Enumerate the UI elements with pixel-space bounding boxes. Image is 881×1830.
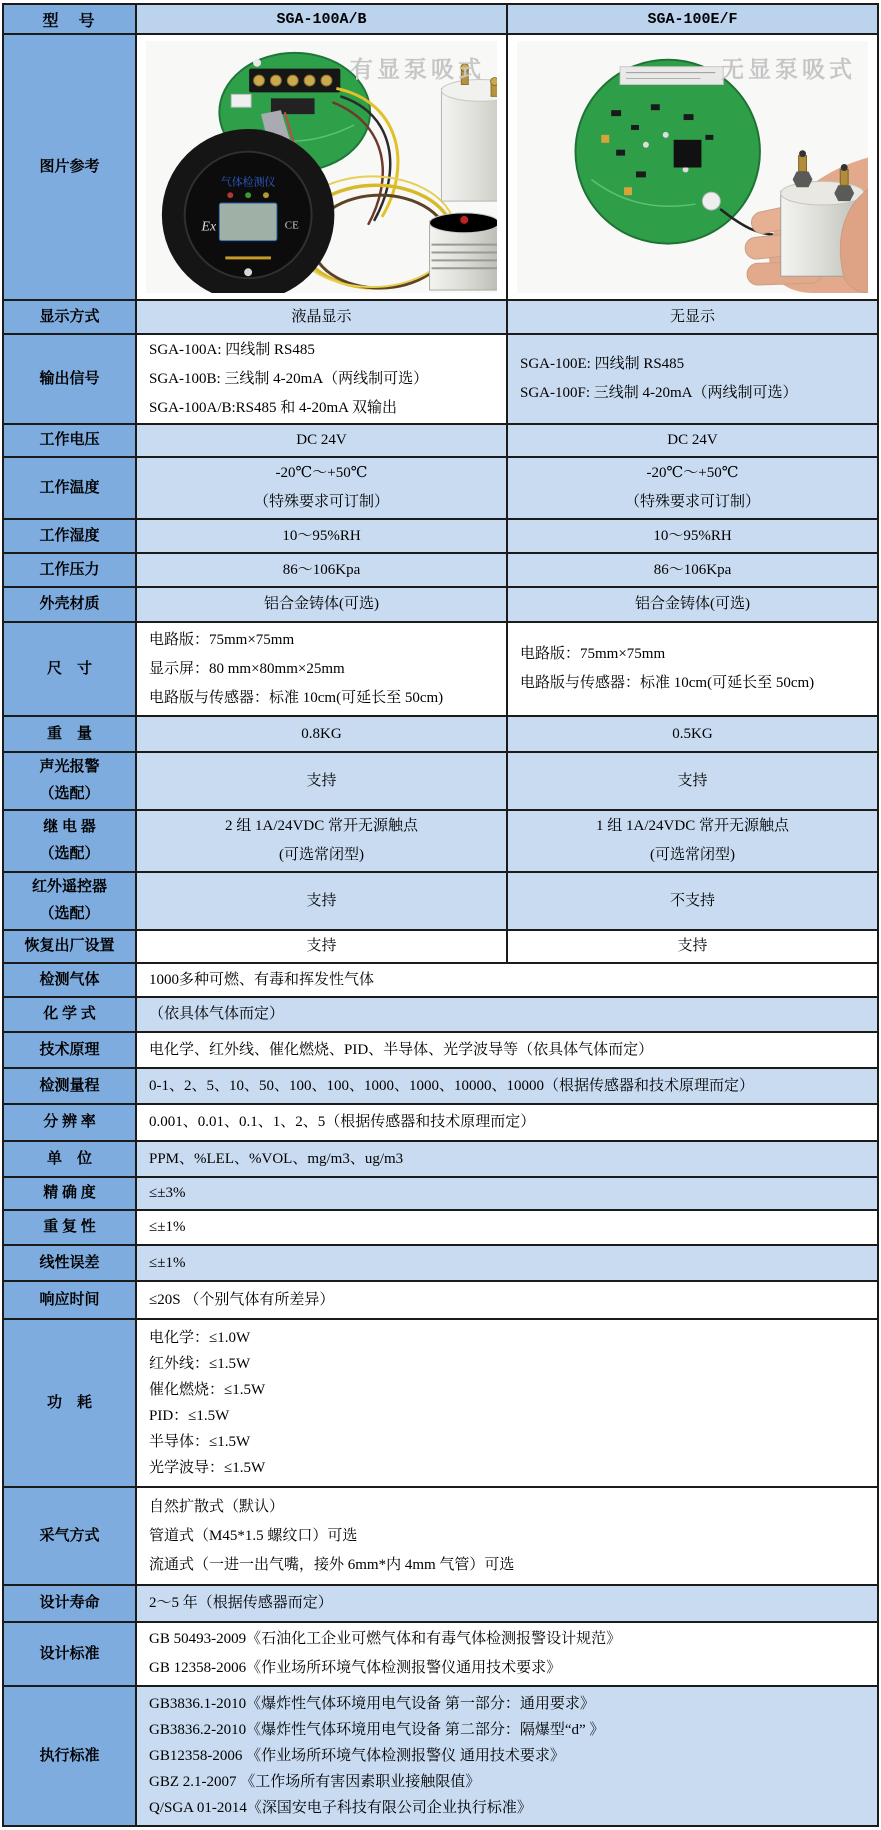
cell-ir-remote-ab: 支持	[136, 872, 507, 930]
pcb-board-icon	[576, 60, 760, 244]
row-label-weight: 重 量	[3, 716, 136, 752]
photo-ab-overlay-text: 有显泵吸式	[350, 57, 485, 82]
row-relay	[3, 810, 878, 872]
row-label-ir-remote: 红外遥控器 （选配）	[3, 872, 136, 930]
cell-shell-material-ab: 铝合金铸体(可选)	[136, 587, 507, 622]
row-label-power-consumption: 功 耗	[3, 1319, 136, 1487]
row-working-temperature	[3, 457, 878, 519]
row-ir-remote	[3, 872, 878, 930]
row-working-humidity	[3, 519, 878, 553]
row-output-signal	[3, 334, 878, 424]
row-display-mode	[3, 300, 878, 334]
header-model-a: SGA-100A/B	[136, 4, 507, 34]
row-design-standard	[3, 1622, 878, 1686]
row-shell-material	[3, 587, 878, 622]
row-execution-standard	[3, 1686, 878, 1826]
cell-working-temperature-ef: -20℃～+50℃ （特殊要求可订制）	[507, 457, 878, 519]
spec-table	[2, 3, 877, 1827]
row-resolution	[3, 1104, 878, 1141]
row-power-consumption	[3, 1319, 878, 1487]
cell-output-signal-ef: SGA-100E: 四线制 RS485 SGA-100F: 三线制 4-20mA（两线制可选）	[507, 334, 878, 424]
cell-weight-ab: 0.8KG	[136, 716, 507, 752]
row-working-voltage	[3, 424, 878, 457]
row-working-pressure	[3, 553, 878, 587]
photo-ef	[517, 41, 868, 293]
row-dimensions	[3, 622, 878, 716]
cell-sampling-method: 自然扩散式（默认） 管道式（M45*1.5 螺纹口）可选 流通式（一进一出气嘴，接外 6mm*内 4mm 气管）可选	[136, 1487, 878, 1585]
row-label-display-mode: 显示方式	[3, 300, 136, 334]
row-accuracy	[3, 1177, 878, 1210]
row-detection-range	[3, 1068, 878, 1104]
row-chemical-formula	[3, 997, 878, 1032]
row-response-time	[3, 1281, 878, 1319]
row-label-working-voltage: 工作电压	[3, 424, 136, 457]
gas-detector-spec-table	[2, 3, 879, 1827]
row-weight	[3, 716, 878, 752]
cell-factory-reset-ef: 支持	[507, 930, 878, 963]
detector-brand-mark	[225, 256, 271, 259]
cell-detected-gas: 1000多种可燃、有毒和挥发性气体	[136, 963, 878, 997]
row-design-life	[3, 1585, 878, 1622]
cell-working-pressure-ef: 86～106Kpa	[507, 553, 878, 587]
cell-display-mode-ef: 无显示	[507, 300, 878, 334]
row-repeatability	[3, 1210, 878, 1245]
row-label-working-pressure: 工作压力	[3, 553, 136, 587]
cell-working-humidity-ef: 10～95%RH	[507, 519, 878, 553]
cell-repeatability: ≤±1%	[136, 1210, 878, 1245]
pump-cylinder-icon	[441, 64, 497, 201]
cell-output-signal-ab: SGA-100A: 四线制 RS485 SGA-100B: 三线制 4-20mA（两线制可选） SGA-100A/B:RS485 和 4-20mA 双输出	[136, 334, 507, 424]
photo-cell-ab	[136, 34, 507, 300]
row-label-working-temperature: 工作温度	[3, 457, 136, 519]
cell-detection-range: 0-1、2、5、10、50、100、100、1000、1000、10000、10000（根据传感器和技术原理而定）	[136, 1068, 878, 1104]
row-label-unit: 单 位	[3, 1141, 136, 1177]
row-label-detected-gas: 检测气体	[3, 963, 136, 997]
cell-linearity-error: ≤±1%	[136, 1245, 878, 1281]
row-label-tech-principle: 技术原理	[3, 1032, 136, 1068]
row-label-execution-standard: 执行标准	[3, 1686, 136, 1826]
detector-ce-text: CE	[284, 219, 299, 232]
row-label-output-signal: 输出信号	[3, 334, 136, 424]
row-detected-gas	[3, 963, 878, 997]
sensor-cylinder-icon	[430, 213, 497, 290]
cell-working-voltage-ef: DC 24V	[507, 424, 878, 457]
cell-display-mode-ab: 液晶显示	[136, 300, 507, 334]
row-label-repeatability: 重 复 性	[3, 1210, 136, 1245]
cell-accuracy: ≤±3%	[136, 1177, 878, 1210]
row-label-relay: 继 电 器 （选配）	[3, 810, 136, 872]
header-model-b: SGA-100E/F	[507, 4, 878, 34]
photo-ab	[146, 41, 497, 293]
row-label-accuracy: 精 确 度	[3, 1177, 136, 1210]
row-label-response-time: 响应时间	[3, 1281, 136, 1319]
row-label-chemical-formula: 化 学 式	[3, 997, 136, 1032]
row-unit	[3, 1141, 878, 1177]
cell-power-consumption: 电化学：≤1.0W 红外线：≤1.5W 催化燃烧：≤1.5W PID：≤1.5W 半导体：≤1.5W 光学波导：≤1.5W	[136, 1319, 878, 1487]
row-label-sampling-method: 采气方式	[3, 1487, 136, 1585]
cell-dimensions-ef: 电路版：75mm×75mm 电路版与传感器：标准 10cm(可延长至 50cm)	[507, 622, 878, 716]
row-label-design-standard: 设计标准	[3, 1622, 136, 1686]
lcd-detector-icon	[162, 129, 335, 293]
row-label-photo	[3, 34, 136, 300]
cell-sound-light-alarm-ef: 支持	[507, 752, 878, 810]
cell-response-time: ≤20S （个别气体有所差异）	[136, 1281, 878, 1319]
row-label-dimensions: 尺 寸	[3, 622, 136, 716]
row-label-detection-range: 检测量程	[3, 1068, 136, 1104]
cell-unit: PPM、%LEL、%VOL、mg/m3、ug/m3	[136, 1141, 878, 1177]
row-label-linearity-error: 线性误差	[3, 1245, 136, 1281]
header-model-label: 型 号	[3, 4, 136, 34]
cell-weight-ef: 0.5KG	[507, 716, 878, 752]
cell-tech-principle: 电化学、红外线、催化燃烧、PID、半导体、光学波导等（依具体气体而定）	[136, 1032, 878, 1068]
row-linearity-error	[3, 1245, 878, 1281]
cell-resolution: 0.001、0.01、0.1、1、2、5（根据传感器和技术原理而定）	[136, 1104, 878, 1141]
cell-design-life: 2～5 年（根据传感器而定）	[136, 1585, 878, 1622]
row-factory-reset	[3, 930, 878, 963]
cell-sound-light-alarm-ab: 支持	[136, 752, 507, 810]
photo-ef-overlay-text: 无显泵吸式	[721, 57, 856, 82]
photo-row-label: 图片参考	[39, 158, 100, 175]
cell-ir-remote-ef: 不支持	[507, 872, 878, 930]
cell-shell-material-ef: 铝合金铸体(可选)	[507, 587, 878, 622]
cell-execution-standard: GB3836.1-2010《爆炸性气体环境用电气设备 第一部分：通用要求》 GB3836.2-2010《爆炸性气体环境用电气设备 第二部分：隔爆型“d” 》 GB12358-2006 《作业场所环境气体检测报警仪 通用技术要求》 GBZ 2.1-2007 《工作场所有害因素职业接触限值》 Q/SGA 01-2014《深国安电子科技有限公司企业执行标准》	[136, 1686, 878, 1826]
row-sampling-method	[3, 1487, 878, 1585]
header-row	[3, 4, 878, 34]
cell-working-pressure-ab: 86～106Kpa	[136, 553, 507, 587]
detector-title-text: 气体检测仪	[220, 176, 276, 189]
row-sound-light-alarm	[3, 752, 878, 810]
cell-chemical-formula: （依具体气体而定）	[136, 997, 878, 1032]
row-label-sound-light-alarm: 声光报警 （选配）	[3, 752, 136, 810]
row-label-shell-material: 外壳材质	[3, 587, 136, 622]
cell-dimensions-ab: 电路版：75mm×75mm 显示屏：80 mm×80mm×25mm 电路版与传感器：标准 10cm(可延长至 50cm)	[136, 622, 507, 716]
cell-working-voltage-ab: DC 24V	[136, 424, 507, 457]
row-label-design-life: 设计寿命	[3, 1585, 136, 1622]
cell-working-humidity-ab: 10～95%RH	[136, 519, 507, 553]
photo-cell-ef	[507, 34, 878, 300]
cell-relay-ab: 2 组 1A/24VDC 常开无源触点 (可选常闭型)	[136, 810, 507, 872]
row-label-working-humidity: 工作湿度	[3, 519, 136, 553]
row-tech-principle	[3, 1032, 878, 1068]
row-label-resolution: 分 辨 率	[3, 1104, 136, 1141]
detector-ex-text: Ex	[201, 218, 217, 234]
cell-relay-ef: 1 组 1A/24VDC 常开无源触点 (可选常闭型)	[507, 810, 878, 872]
cell-working-temperature-ab: -20℃～+50℃ （特殊要求可订制）	[136, 457, 507, 519]
cell-factory-reset-ab: 支持	[136, 930, 507, 963]
cell-design-standard: GB 50493-2009《石油化工企业可燃气体和有毒气体检测报警设计规范》 GB 12358-2006《作业场所环境气体检测报警仪通用技术要求》	[136, 1622, 878, 1686]
row-label-factory-reset: 恢复出厂设置	[3, 930, 136, 963]
photo-row	[3, 34, 878, 300]
